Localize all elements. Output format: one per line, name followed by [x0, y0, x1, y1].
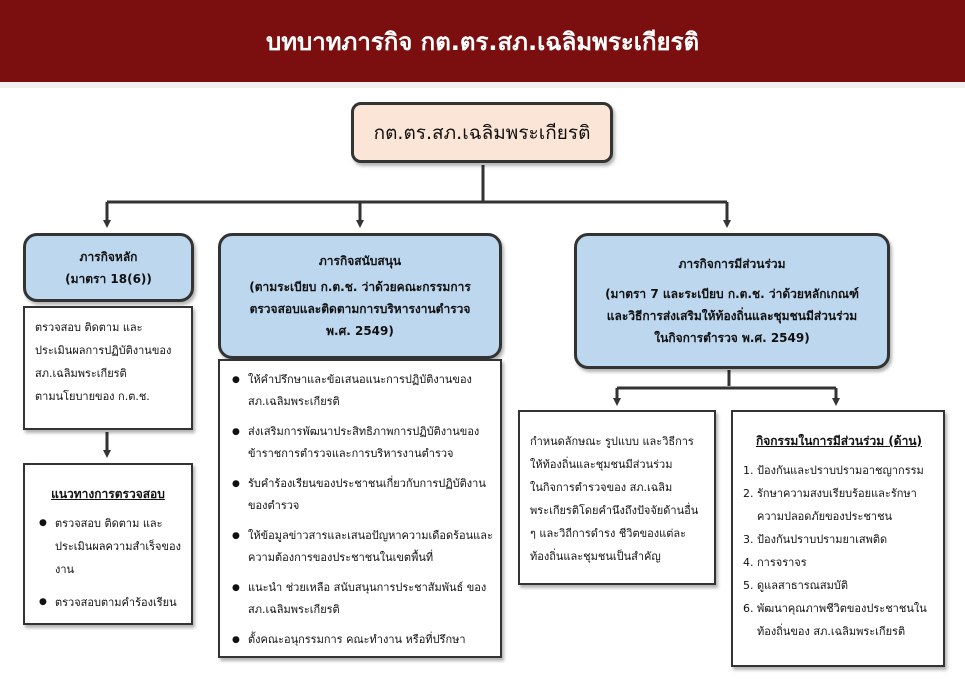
root-label: กต.ตร.สภ.เฉลิมพระเกียรติ — [373, 121, 591, 144]
part-desc-line: ให้ท้องถิ่นและชุมชนมีส่วนร่วม — [530, 458, 673, 471]
part-desc-line: ในกิจการตำรวจของ สภ.เฉลิม — [530, 481, 673, 494]
main-mission-subtitle: (มาตรา 18(6)) — [65, 271, 152, 286]
support-mission-subtitle: ตรวจสอบและติดตามการบริหารงานตำรวจ — [249, 302, 471, 316]
guidelines-box — [23, 463, 193, 625]
list-item: ● ให้คำปรึกษาและข้อเสนอแนะการปฏิบัติงานของ สภ.เฉลิมพระเกียรติ — [226, 369, 494, 413]
part-desc-line: ท้องถิ่นและชุมชนเป็นสำคัญ — [530, 550, 661, 563]
list-item: ● ตรวจสอบตามคำร้องเรียน — [33, 591, 183, 614]
main-desc-line: ตรวจสอบ ติดตาม และ — [35, 321, 143, 334]
main-desc-line: ประเมินผลการปฏิบัติงานของ — [35, 344, 172, 357]
activities-list — [743, 459, 935, 643]
main-desc-line: สภ.เฉลิมพระเกียรติ — [35, 367, 127, 380]
participation-mission-subtitle: และวิธีการส่งเสริมให้ท้องถิ่นและชุมชนมีส่วนร่วม — [606, 309, 858, 323]
list-item: ● ส่งเสริมการพัฒนาประสิทธิภาพการปฏิบัติงานของข้าราชการตำรวจและการบริหารงานตำรวจ — [226, 421, 494, 465]
support-mission-header — [218, 233, 502, 359]
list-item: 6. พัฒนาคุณภาพชีวิตของประชาชนในท้องถิ่นของ สภ.เฉลิมพระเกียรติ — [743, 602, 927, 638]
support-mission-title: ภารกิจสนับสนุน — [318, 254, 402, 268]
list-item: 2. รักษาความสงบเรียบร้อยและรักษาความปลอดภัยของประชาชน — [743, 487, 917, 523]
guidelines-title: แนวทางการตรวจสอบ — [51, 487, 165, 501]
participation-mission-header — [574, 233, 890, 369]
support-mission-box — [218, 359, 502, 658]
list-item: ● ตรวจสอบ ติดตาม และประเมินผลความสำเร็จของงาน — [33, 512, 183, 581]
list-item: 4. การจราจร — [743, 556, 807, 569]
participation-mission-title: ภารกิจการมีส่วนร่วม — [678, 257, 786, 271]
part-desc-line: กำหนดลักษณะ รูปแบบ และวิธีการ — [530, 435, 694, 448]
activities-box — [731, 410, 945, 667]
list-item: 1. ป้องกันและปราบปรามอาชญากรรม — [743, 464, 924, 477]
list-item: ● ตั้งคณะอนุกรรมการ คณะทำงาน หรือที่ปรึกษา — [226, 629, 494, 651]
main-mission-header — [23, 233, 194, 302]
part-desc-line: ๆ และวิถีการดำรง ชีวิตของแต่ละ — [530, 527, 686, 540]
list-item: ● แนะนำ ช่วยเหลือ สนับสนุนการประชาสัมพันธ์ ของ สภ.เฉลิมพระเกียรติ — [226, 577, 494, 621]
main-desc-line: ตามนโยบายของ ก.ต.ช. — [35, 390, 150, 403]
support-list — [226, 369, 494, 651]
guidelines-list — [33, 512, 183, 614]
participation-mission-subtitle: (มาตรา 7 และระเบียบ ก.ต.ช. ว่าด้วยหลักเกณฑ์ — [605, 287, 859, 301]
list-item: 5. ดูแลสาธารณสมบัติ — [743, 579, 848, 592]
main-mission-title: ภารกิจหลัก — [79, 249, 138, 264]
list-item: 3. ป้องกันปราบปรามยาเสพติด — [743, 533, 888, 546]
support-mission-subtitle: (ตามระเบียบ ก.ต.ช. ว่าด้วยคณะกรรมการ — [249, 280, 471, 294]
page-title: บทบาทภารกิจ กต.ตร.สภ.เฉลิมพระเกียรติ — [265, 27, 700, 56]
root-node — [351, 102, 613, 163]
main-mission-description — [23, 306, 193, 430]
list-item: ● ให้ข้อมูลข่าวสารและเสนอปัญหาความเดือดร้อนและความต้องการของประชาชนในเขตพื้นที่ — [226, 525, 494, 569]
activities-suffix: (ด้าน) — [888, 434, 923, 448]
activities-title: กิจกรรมในการมีส่วนร่วม — [755, 434, 885, 448]
activities-heading — [743, 430, 935, 453]
list-item: ● รับคำร้องเรียนของประชาชนเกี่ยวกับการปฏิบัติงาน ของตำรวจ — [226, 473, 494, 517]
participation-description — [518, 410, 716, 585]
participation-mission-subtitle: ในกิจการตำรวจ พ.ศ. 2549) — [654, 331, 810, 345]
support-mission-subtitle: พ.ศ. 2549) — [326, 324, 394, 338]
part-desc-line: พระเกียรติโดยคำนึงถึงปัจจัยด้านอื่น — [530, 504, 699, 517]
